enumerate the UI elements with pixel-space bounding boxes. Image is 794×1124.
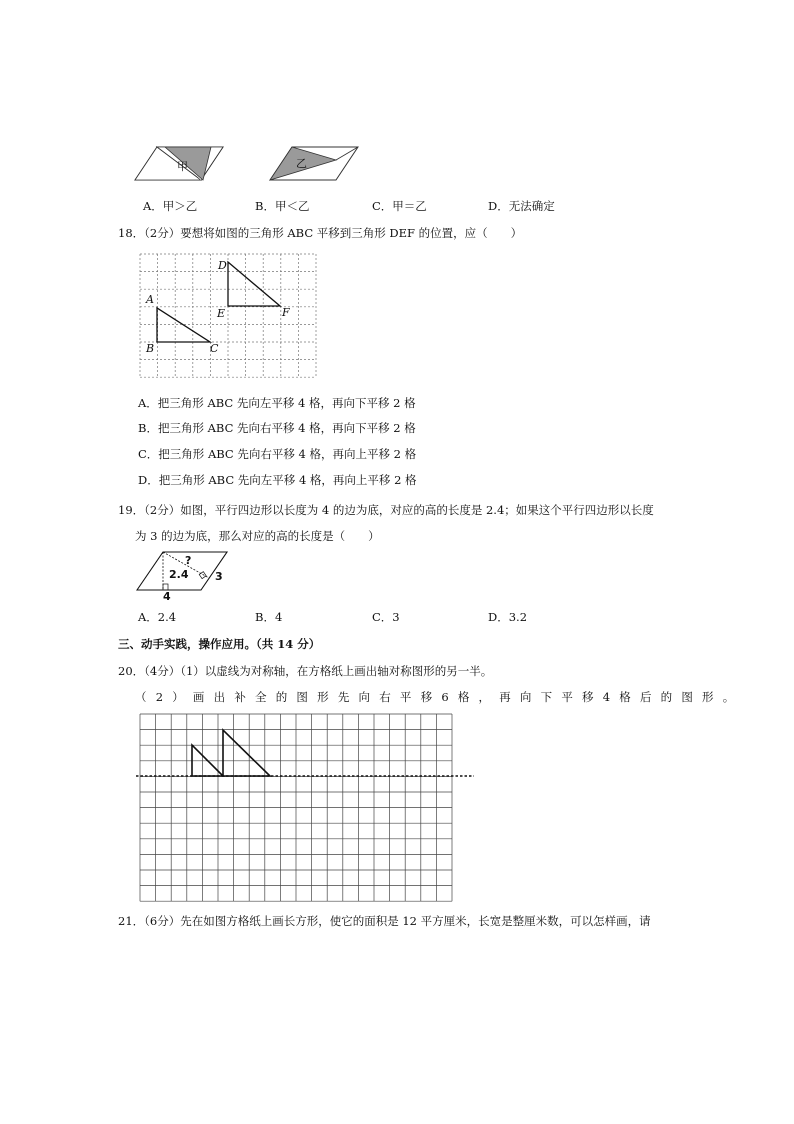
- q19-stem-line2: 为 3 的边为底，那么对应的高的长度是（ ）: [135, 529, 380, 543]
- q18-label-b: B: [146, 342, 155, 355]
- q18-option-d[interactable]: D．把三角形 ABC 先向左平移 4 格，再向上平移 2 格: [138, 473, 417, 487]
- q18-option-a[interactable]: A．把三角形 ABC 先向左平移 4 格，再向下平移 2 格: [138, 396, 416, 410]
- q20-grid-figure: [140, 714, 475, 902]
- q18-label-d: D: [218, 259, 227, 272]
- q17-figure-yi: [270, 145, 362, 185]
- q19-label-height: 2.4: [169, 568, 189, 581]
- q19-option-d[interactable]: D．3.2: [488, 610, 528, 624]
- q17-label-jia: 甲: [177, 160, 188, 173]
- q20-line2: （2）画出补全的图形先向右平移6格，再向下平移4格后的图形。: [135, 690, 744, 704]
- q17-option-c[interactable]: C．甲＝乙: [372, 199, 427, 213]
- q18-grid-figure: [140, 254, 320, 380]
- q19-option-b[interactable]: B．4: [255, 610, 283, 624]
- q18-label-e: E: [217, 307, 226, 320]
- q19-label-side: 3: [215, 570, 223, 583]
- q17-figure-jia: [135, 145, 227, 185]
- q18-label-f: F: [282, 306, 290, 319]
- q18-stem: 18．（2分）要想将如图的三角形 ABC 平移到三角形 DEF 的位置，应（ ）: [118, 226, 523, 240]
- section-3-title: 三、动手实践，操作应用。（共 14 分）: [118, 637, 321, 651]
- q19-option-c[interactable]: C．3: [372, 610, 400, 624]
- q18-option-b[interactable]: B．把三角形 ABC 先向右平移 4 格，再向下平移 2 格: [138, 421, 416, 435]
- q18-option-c[interactable]: C．把三角形 ABC 先向右平移 4 格，再向上平移 2 格: [138, 447, 417, 461]
- q19-label-question: ?: [185, 554, 192, 567]
- q20-line1: 20．（4分）（1）以虚线为对称轴，在方格纸上画出轴对称图形的另一半。: [118, 664, 493, 678]
- q19-label-base: 4: [163, 590, 171, 603]
- q17-option-a[interactable]: A．甲＞乙: [143, 199, 198, 213]
- q17-label-yi: 乙: [296, 157, 307, 170]
- q17-option-b[interactable]: B．甲＜乙: [255, 199, 310, 213]
- q17-option-d[interactable]: D．无法确定: [488, 199, 555, 213]
- q21-line1: 21．（6分）先在如图方格纸上画长方形，使它的面积是 12 平方厘米，长宽是整厘米数，可以怎样画，请: [118, 914, 651, 928]
- q19-stem-line1: 19．（2分）如图，平行四边形以长度为 4 的边为底，对应的高的长度是 2.4；如果这个平行四边形以长度: [118, 503, 654, 517]
- q19-parallelogram-figure: [135, 550, 230, 603]
- q18-label-c: C: [210, 342, 219, 355]
- q18-label-a: A: [146, 293, 154, 306]
- q19-option-a[interactable]: A．2.4: [138, 610, 177, 624]
